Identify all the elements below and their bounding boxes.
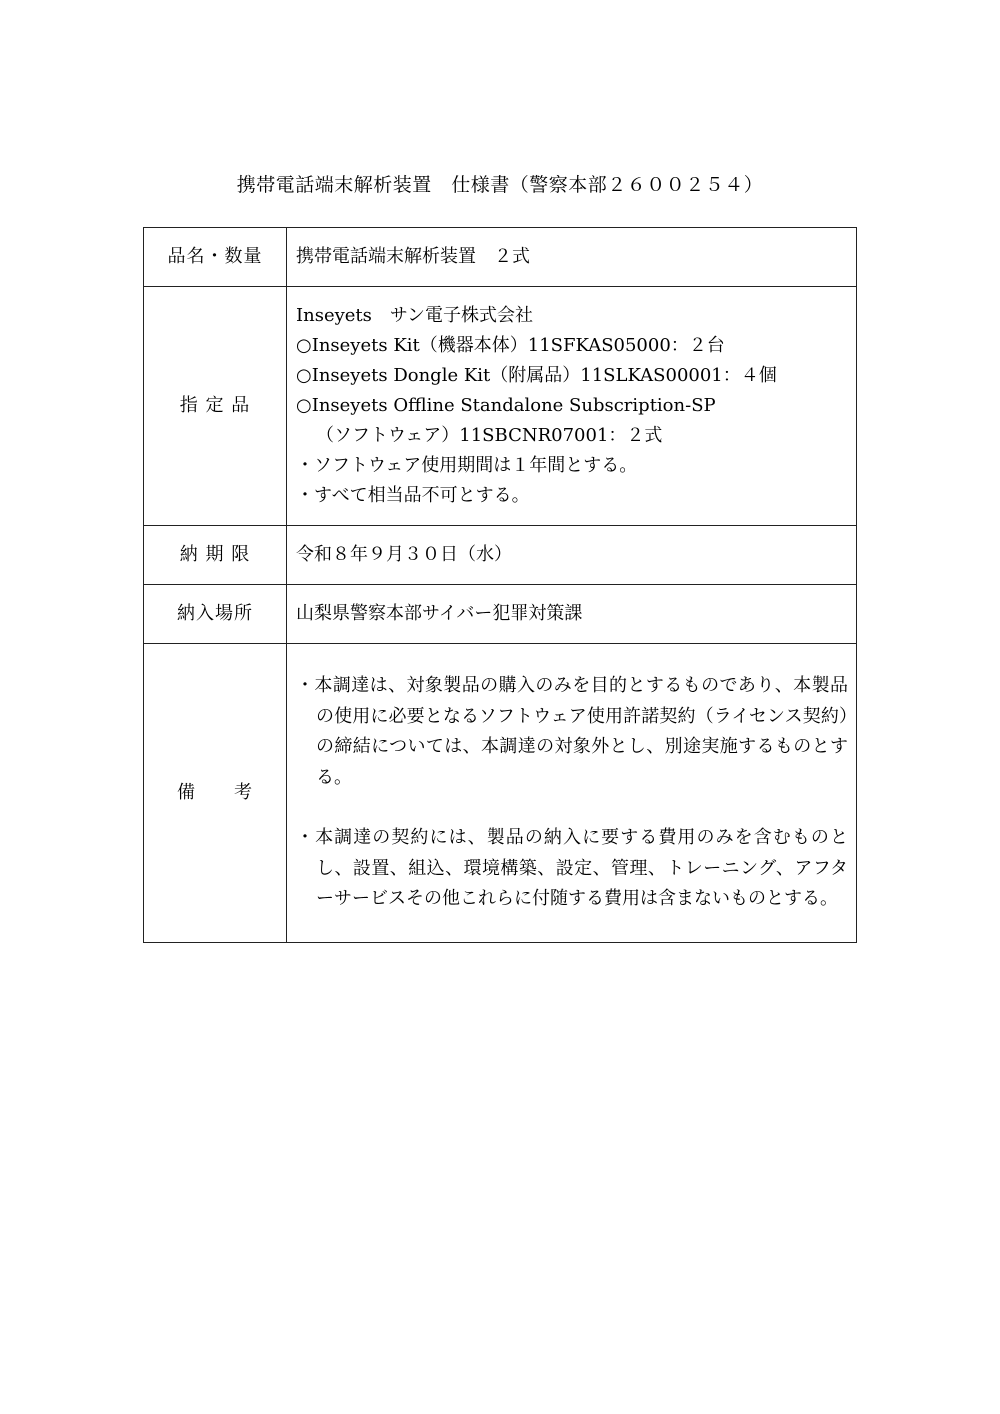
row-label-designated-product: 指 定 品 xyxy=(144,287,287,526)
table-row-delivery-place xyxy=(144,585,857,644)
row-value-name-quantity: 携帯電話端末解析装置 ２式 xyxy=(287,228,857,287)
designated-line-subscription: ○Inseyets Offline Standalone Subscription-SP xyxy=(296,395,716,416)
row-value-remarks xyxy=(287,644,857,943)
remarks-spacer xyxy=(296,793,848,823)
designated-line-maker: Inseyets サン電子株式会社 xyxy=(296,305,533,326)
table-row-delivery-deadline xyxy=(144,526,857,585)
document-title: 携帯電話端末解析装置 仕様書（警察本部２６００２５４） xyxy=(236,174,764,196)
remarks-paragraph-costs: ・本調達の契約には、製品の納入に要する費用のみを含むものとし、設置、組込、環境構築、設定、管理、トレーニング、アフターサービスその他これらに付随する費用は含まないものとする。 xyxy=(296,827,848,910)
table-row-designated-product xyxy=(144,287,857,526)
table-row-remarks xyxy=(144,644,857,943)
specification-table xyxy=(143,227,857,943)
designated-line-no-equivalent: ・すべて相当品不可とする。 xyxy=(296,485,530,506)
row-value-delivery-place: 山梨県警察本部サイバー犯罪対策課 xyxy=(287,585,857,644)
row-label-delivery-place: 納入場所 xyxy=(144,585,287,644)
designated-line-kit: ○Inseyets Kit（機器本体）11SFKAS05000：２台 xyxy=(296,335,725,356)
designated-line-software: （ソフトウェア）11SBCNR07001：２式 xyxy=(316,425,663,446)
table-row-name-quantity xyxy=(144,228,857,287)
designated-line-usage-period: ・ソフトウェア使用期間は１年間とする。 xyxy=(296,455,638,476)
row-label-remarks: 備 考 xyxy=(144,644,287,943)
designated-line-dongle-kit: ○Inseyets Dongle Kit（附属品）11SLKAS00001：４個 xyxy=(296,365,777,386)
row-value-delivery-deadline: 令和８年９月３０日（水） xyxy=(287,526,857,585)
row-label-name-quantity: 品名・数量 xyxy=(144,228,287,287)
row-value-designated-product xyxy=(287,287,857,526)
row-label-delivery-deadline: 納 期 限 xyxy=(144,526,287,585)
remarks-paragraph-license: ・本調達は、対象製品の購入のみを目的とするものであり、本製品の使用に必要となるソフトウェア使用許諾契約（ライセンス契約）の締結については、本調達の対象外とし、別途実施するものとする。 xyxy=(296,675,848,788)
